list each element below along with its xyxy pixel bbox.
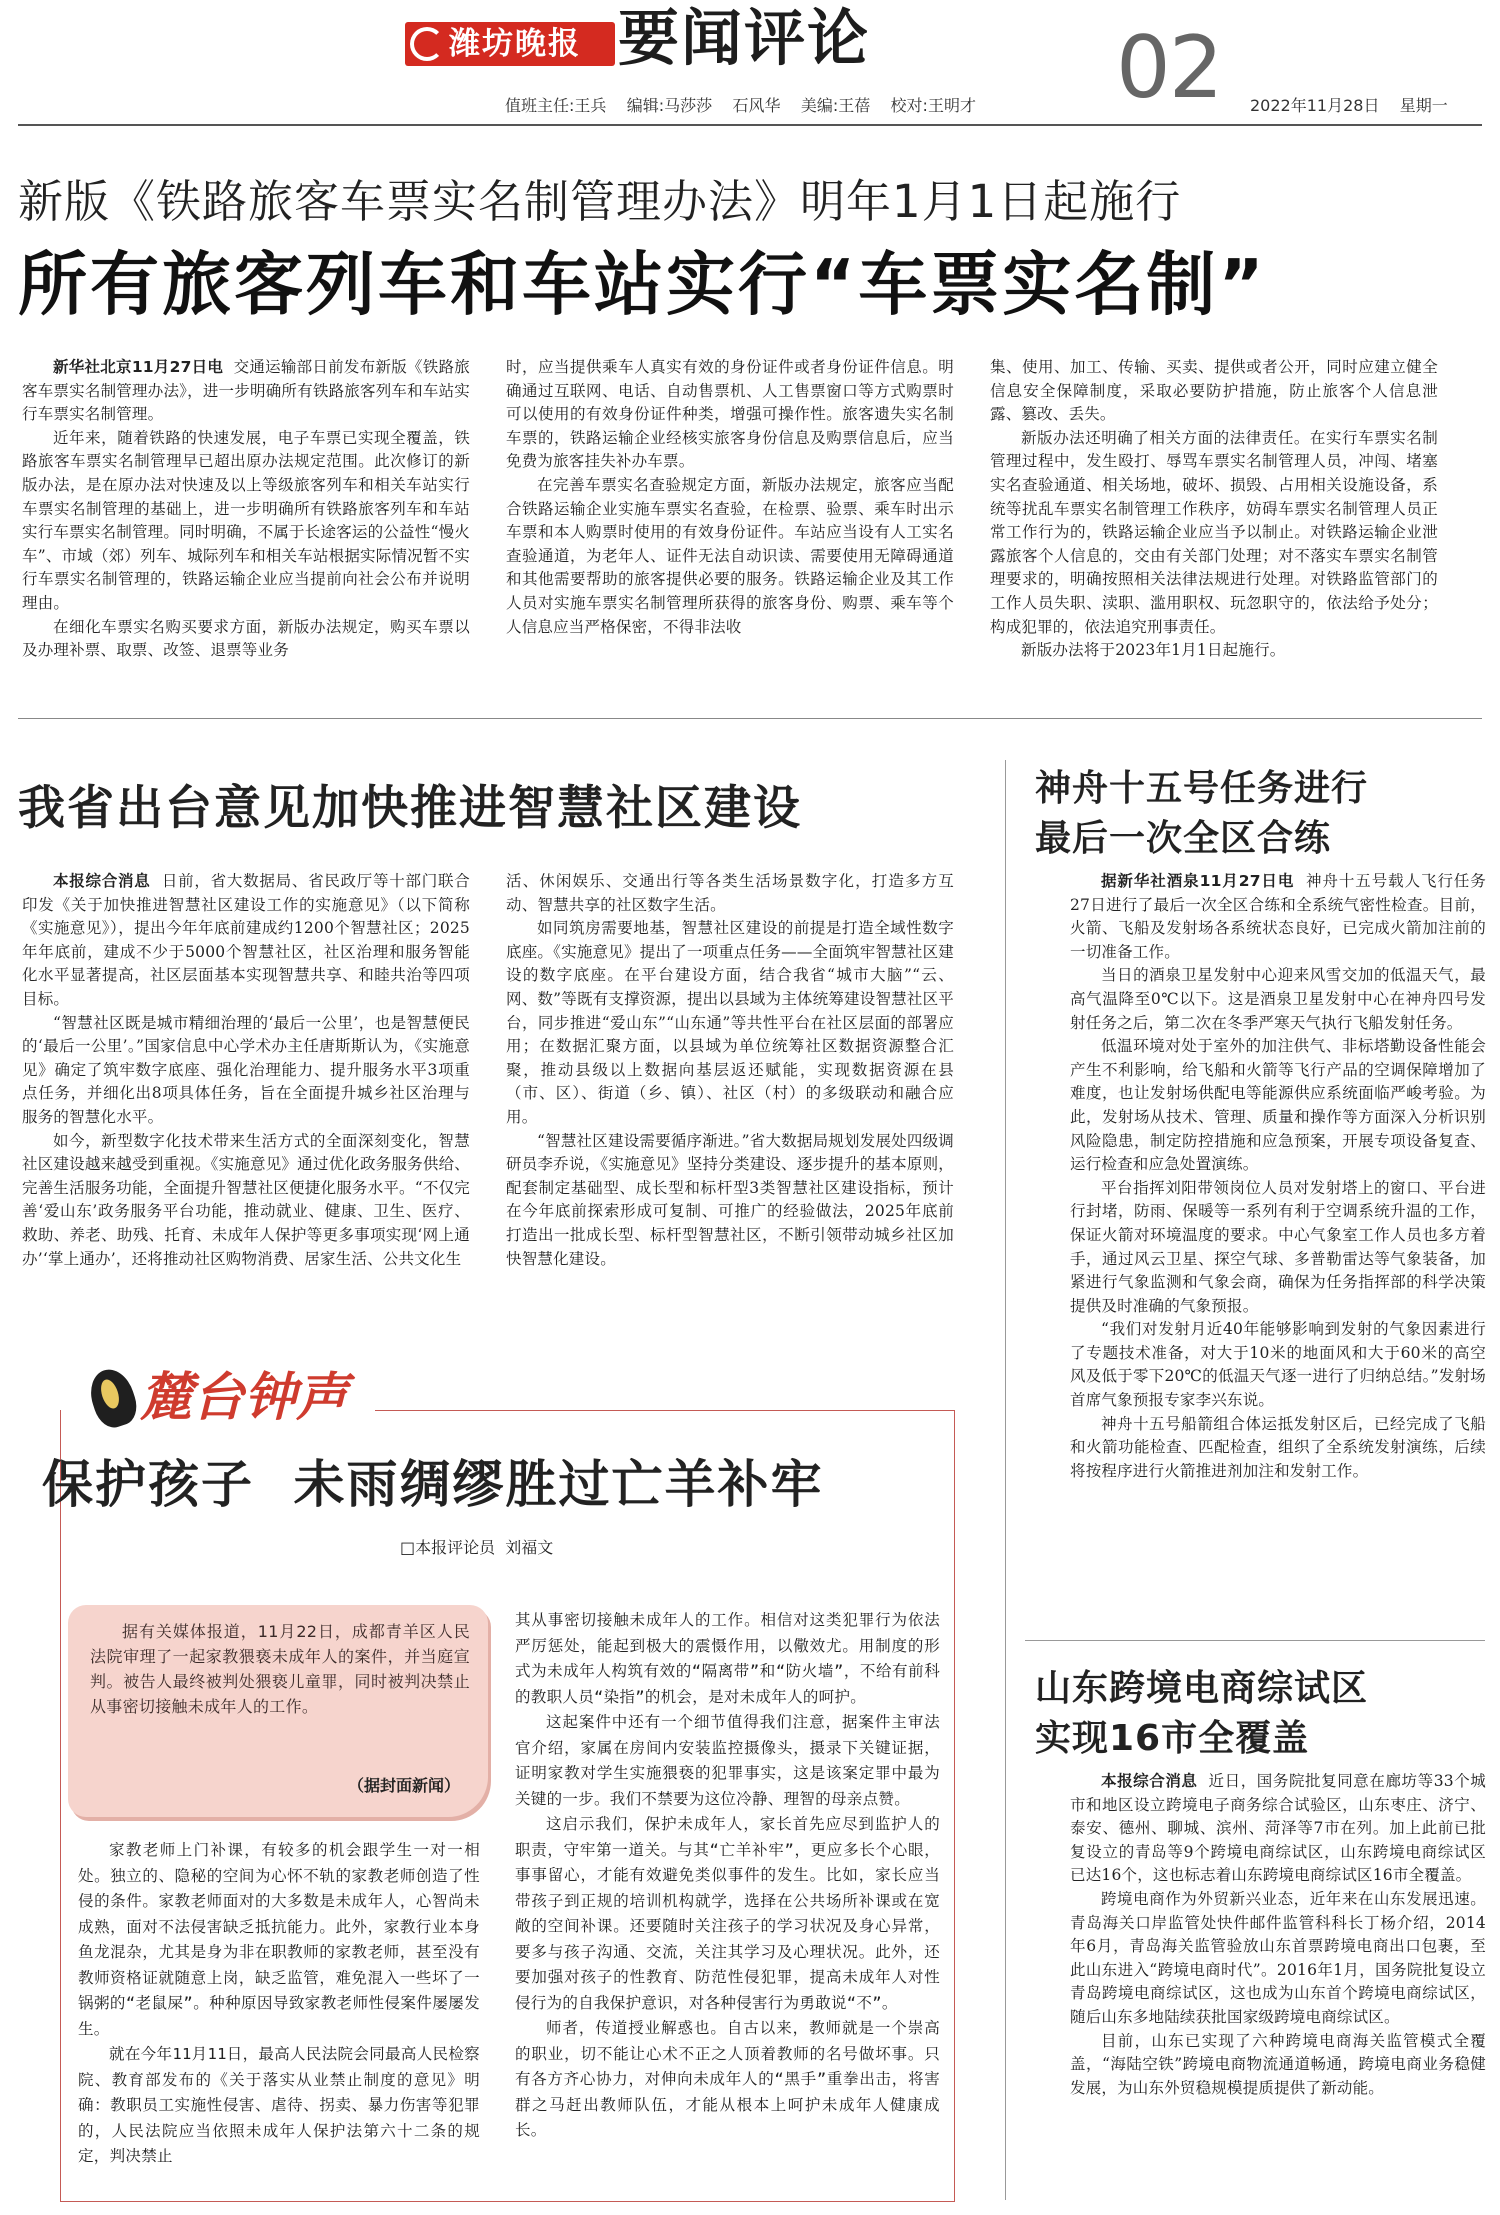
commentary-col1: [78, 1838, 480, 2198]
story-shenzhou-p2: 当日的酒泉卫星发射中心迎来风雪交加的低温天气，最高气温降至0℃以下。这是酒泉卫星发射中心在神舟四号发射任务之后，第二次在冬季严寒天气执行飞船发射任务。: [1070, 966, 1486, 1032]
page-number: 02: [1116, 18, 1222, 118]
commentary-p3: 其从事密切接触未成年人的工作。相信对这类犯罪行为依法严厉惩处，能起到极大的震慑作用，以儆效尤。用制度的形式为未成年人构筑有效的“隔离带”和“防火墙”，不给有前科的教职人员“染指”的机会，是对未成年人的呵护。: [515, 1611, 940, 1706]
story-railway-p8: 新版办法将于2023年1月1日起施行。: [1021, 641, 1286, 660]
commentary-col2: [515, 1608, 940, 2198]
story-railway-p3: 在细化车票实名购买要求方面，新版办法规定，购买车票以及办理补票、取票、改签、退票等业务: [22, 617, 470, 660]
story-smart-community-col1: [22, 870, 470, 1340]
story-smart-community-p4: 活、休闲娱乐、交通出行等各类生活场景数字化，打造多方互动、智慧共享的社区数字生活。: [506, 872, 954, 914]
dateline: 据新华社酒泉11月27日电: [1101, 872, 1295, 890]
commentary-p2: 就在今年11月11日，最高人民法院会同最高人民检察院、教育部发布的《关于落实从业禁止制度的意见》明确：教职员工实施性侵害、虐待、拐卖、暴力伤害等犯罪的，人民法院应当依照未成年人保护法第六十二条的规定，判决禁止: [78, 2045, 480, 2165]
commentary-byline: □本报评论员 刘福文: [400, 1538, 554, 1557]
section-divider: [18, 718, 1482, 719]
commentary-p1: 家教老师上门补课，有较多的机会跟学生一对一相处。独立的、隐秘的空间为心怀不轨的家教老师创造了性侵的条件。家教老师面对的大多数是未成年人，心智尚未成熟，面对不法侵害缺乏抵抗能力。此外，家教行业本身鱼龙混杂，尤其是身为非在职教师的家教老师，甚至没有教师资格证就随意上岗，缺乏监管，难免混入一些坏了一锅粥的“老鼠屎”。种种原因导致家教老师性侵案件屡屡发生。: [78, 1841, 480, 2038]
commentary-p4: 这起案件中还有一个细节值得我们注意，据案件主审法官介绍，家属在房间内安装监控摄像头，摄录下关键证据，证明家教对学生实施猥亵的犯罪事实，这是该案定罪中最为关键的一步。我们不禁要为这位冷静、理智的母亲点赞。: [515, 1713, 940, 1808]
story-shenzhou-headline-line2: 最后一次全区合练: [1035, 818, 1332, 859]
story-railway-p7: 新版办法还明确了相关方面的法律责任。在实行车票实名制管理过程中，发生殴打、辱骂车票实名制管理人员，冲闯、堵塞实名查验通道、相关场地，破坏、损毁、占用相关设施设备，系统等扰乱车票实名制管理工作秩序，妨碍车票实名制管理人员正常工作行为的，铁路运输企业应当予以制止。对铁路运输企业泄露旅客个人信息的，交由有关部门处理；对不落实车票实名制管理要求的，明确按照相关法律法规进行处理。对铁路监管部门的工作人员失职、渎职、滥用职权、玩忽职守的，依法给予处分；构成犯罪的，依法追究刑事责任。: [990, 428, 1438, 636]
story-railway-p1: [22, 356, 470, 427]
masthead-rule: [18, 124, 1482, 126]
story-cross-border-p1: [1070, 1770, 1486, 1888]
commentary-p5: 这启示我们，保护未成年人，家长首先应尽到监护人的职责，守牢第一道关。与其“亡羊补牢”，更应多长个心眼，事事留心，才能有效避免类似事件的发生。比如，家长应当带孩子到正规的培训机构就学，选择在公共场所补课或在宽敞的空间补课。还要随时关注孩子的学习状况及身心异常，要多与孩子沟通、交流，关注其学习及心理状况。此外，还要加强对孩子的性教育、防范性侵犯罪，提高未成年人对性侵行为的自我保护意识，对各种侵害行为勇敢说“不”。: [515, 1815, 940, 2012]
dateline: 新华社北京11月27日电: [53, 358, 224, 376]
text: 交通运输部日前发布新版《铁路旅客车票实名制管理办法》，进一步明确所有铁路旅客列车和车站实行车票实名制管理。: [22, 358, 470, 424]
story-cross-border-p2: 跨境电商作为外贸新兴业态，近年来在山东发展迅速。青岛海关口岸监管处快件邮件监管科科长丁杨介绍，2014年6月，青岛海关监管验放山东首票跨境电商出口包裹，至此山东进入“跨境电商时代”。2016年1月，国务院批复设立青岛跨境电商综试区，这也成为山东首个跨境电商综试区，随后山东多地陆续获批国家级跨境电商综试区。: [1070, 1889, 1486, 2026]
story-railway-headline: 所有旅客列车和车站实行“车票实名制”: [18, 245, 1267, 325]
story-shenzhou-p5: “我们对发射月近40年能够影响到发射的气象因素进行了专题技术准备，对大于10米的地面风和大于60米的高空风及低于零下20℃的低温天气逐一进行了归纳总结。”发射场首席气象预报专家李兴东说。: [1070, 1320, 1486, 1410]
story-shenzhou-p6: 神舟十五号船箭组合体运抵发射区后，已经完成了飞船和火箭功能检查、匹配检查，组织了全系统发射演练，后续将按程序进行火箭推进剂加注和发射工作。: [1070, 1414, 1486, 1480]
staff-line: 值班主任:王兵 编辑:马莎莎 石风华 美编:王蓓 校对:王明才: [505, 96, 976, 115]
story-railway-p4: 时，应当提供乘车人真实有效的身份证件或者身份证件信息。明确通过互联网、电话、自动售票机、人工售票窗口等方式购票时可以使用的有效身份证件种类，增强可操作性。旅客遗失实名制车票的，铁路运输企业经核实旅客身份信息及购票信息后，应当免费为旅客挂失补办车票。: [506, 358, 954, 471]
story-railway-kicker: 新版《铁路旅客车票实名制管理办法》明年1月1日起施行: [18, 175, 1182, 228]
commentary-logo: [92, 1365, 382, 1435]
commentary-headline: 保护孩子 未雨绸缪胜过亡羊补牢: [42, 1456, 824, 1515]
story-smart-community-col2: [506, 870, 954, 1340]
quote-text: 据有关媒体报道，11月22日，成都青羊区人民法院审理了一起家教猥亵未成年人的案件，并当庭宣判。被告人最终被判处猥亵儿童罪，同时被判决禁止从事密切接触未成年人的工作。: [90, 1622, 470, 1716]
commentary-top-rule: [375, 1410, 955, 1411]
commentary-p6: 师者，传道授业解惑也。自古以来，教师就是一个崇高的职业，切不能让心术不正之人顶着教师的名号做坏事。只有各方齐心协力，对伸向未成年人的“黑手”重拳出击，将害群之马赶出教师队伍，才能从根本上呵护未成年人健康成长。: [515, 2019, 940, 2139]
story-shenzhou-p1: [1070, 870, 1486, 964]
paper-logo-emblem-icon: [410, 27, 444, 61]
story-smart-community-p1: [22, 870, 470, 1012]
paper-logo: [405, 22, 615, 66]
story-shenzhou-headline-line1: 神舟十五号任务进行: [1035, 768, 1369, 809]
story-cross-border-headline-line2: 实现16市全覆盖: [1035, 1718, 1310, 1759]
text: 神舟十五号载人飞行任务27日进行了最后一次全区合练和全系统气密性检查。目前，火箭、飞船及发射场各系统状态良好，已完成火箭加注前的一切准备工作。: [1070, 872, 1486, 961]
story-railway-p5: 在完善车票实名查验规定方面，新版办法规定，旅客应当配合铁路运输企业实施车票实名查验，在检票、验票、乘车时出示车票和本人购票时使用的有效身份证件。车站应当设有人工实名查验通道，为老年人、证件无法自动识读、需要使用无障碍通道和其他需要帮助的旅客提供必要的服务。铁路运输企业及其工作人员对实施车票实名制管理所获得的旅客身份、购票、乘车等个人信息应当严格保密，不得非法收: [506, 475, 954, 636]
story-railway-col2: [506, 356, 954, 704]
quote-box: [68, 1605, 488, 1817]
story-cross-border-body: [1070, 1770, 1486, 2210]
section-title: 要闻评论: [618, 3, 871, 74]
issue-date: 2022年11月28日 星期一: [1250, 96, 1448, 115]
story-cross-border-p3: 目前，山东已实现了六种跨境电商海关监管模式全覆盖，“海陆空铁”跨境电商物流通道畅通，跨境电商业务稳健发展，为山东外贸稳规模提质提供了新动能。: [1070, 2031, 1486, 2097]
story-smart-community-p6: “智慧社区建设需要循序渐进。”省大数据局规划发展处四级调研员李乔说，《实施意见》坚持分类建设、逐步提升的基本原则，配套制定基础型、成长型和标杆型3类智慧社区建设指标，预计在今年底前探索形成可复制、可推广的经验做法，2025年底前打造出一批成长型、标杆型智慧社区，不断引领带动城乡社区加快智慧化建设。: [506, 1131, 954, 1268]
quote-source: （据封面新闻）: [348, 1776, 461, 1795]
story-railway-p2: 近年来，随着铁路的快速发展，电子车票已实现全覆盖，铁路旅客车票实名制管理早已超出原办法规定范围。此次修订的新版办法，是在原办法对快速及以上等级旅客列车和相关车站实行车票实名制管理的基础上，进一步明确所有铁路旅客列车和车站实行车票实名制管理。同时明确，不属于长途客运的公益性“慢火车”、市域（郊）列车、城际列车和相关车站根据实际情况暂不实行车票实名制管理的，铁路运输企业应当提前向社会公布并说明理由。: [22, 428, 470, 612]
story-shenzhou-p4: 平台指挥刘阳带领岗位人员对发射塔上的窗口、平台进行封堵，防雨、保暖等一系列有利于空调系统升温的工作，保证火箭对环境温度的要求。中心气象室工作人员也多方着手，通过风云卫星、探空气球、多普勒雷达等气象装备，加紧进行气象监测和气象会商，确保为任务指挥部的科学决策提供及时准确的气象预报。: [1070, 1178, 1486, 1315]
story-smart-community-p3: 如今，新型数字化技术带来生活方式的全面深刻变化，智慧社区建设越来越受到重视。《实施意见》通过优化政务服务供给、完善生活服务功能，全面提升智慧社区便捷化服务水平。“不仅完善‘爱山东’政务服务平台功能，推动就业、健康、卫生、医疗、救助、养老、助残、托育、未成年人保护等更多事项实现‘网上通办’‘掌上通办’，还将推动社区购物消费、居家生活、公共文化生: [22, 1131, 470, 1268]
commentary-logo-text: 麓台钟声: [140, 1367, 349, 1428]
story-railway-col3: [990, 356, 1438, 704]
dateline: 本报综合消息: [1101, 1772, 1198, 1790]
story-cross-border-headline-line1: 山东跨境电商综试区: [1035, 1668, 1369, 1709]
story-railway-col1: [22, 356, 470, 704]
text: 近日，国务院批复同意在廊坊等33个城市和地区设立跨境电子商务综合试验区，山东枣庄、济宁、泰安、德州、聊城、滨州、菏泽等7市在列。加上此前已批复设立的青岛等9个跨境电商综试区，山东跨境电商综试区已达16个，这也标志着山东跨境电商综试区16市全覆盖。: [1070, 1772, 1486, 1885]
right-divider: [1025, 1640, 1485, 1641]
paper-name: 潍坊晚报: [449, 26, 581, 62]
story-railway-p6: 集、使用、加工、传输、买卖、提供或者公开，同时应建立健全信息安全保障制度，采取必要防护措施，防止旅客个人信息泄露、篡改、丢失。: [990, 358, 1438, 424]
story-smart-community-p5: 如同筑房需要地基，智慧社区建设的前提是打造全域性数字底座。《实施意见》提出了一项重点任务——全面筑牢智慧社区建设的数字底座。在平台建设方面，结合我省“城市大脑”“云、网、数”等既有支撑资源，提出以县域为主体统筹建设智慧社区平台，同步推进“爱山东”“山东通”等共性平台在社区层面的部署应用；在数据汇聚方面，以县域为单位统筹社区数据资源整合汇聚，推动县级以上数据向基层返还赋能，实现数据资源在县（市、区）、街道（乡、镇）、社区（村）的多级联动和融合应用。: [506, 919, 954, 1126]
story-smart-community-headline: 我省出台意见加快推进智慧社区建设: [18, 781, 802, 836]
column-divider: [1005, 760, 1006, 2200]
story-shenzhou-body: [1070, 870, 1486, 1630]
story-smart-community-p2: “智慧社区既是城市精细治理的‘最后一公里’，也是智慧便民的‘最后一公里’。”国家信息中心学术办主任唐斯斯认为，《实施意见》确定了筑牢数字底座、强化治理能力、提升服务水平3项重点任务，并细化出8项具体任务，旨在全面提升城乡社区治理与服务的智慧化水平。: [22, 1013, 470, 1126]
story-shenzhou-p3: 低温环境对处于室外的加注供气、非标塔勤设备性能会产生不利影响，给飞船和火箭等飞行产品的空调保障增加了难度，也让发射场供配电等能源供应系统面临严峻考验。为此，发射场从技术、管理、质量和操作等方面深入分析识别风险隐患，制定防控措施和应急预案，开展专项设备复查、运行检查和应急处置演练。: [1070, 1037, 1486, 1174]
dateline: 本报综合消息: [53, 872, 151, 890]
text: 日前，省大数据局、省民政厅等十部门联合印发《关于加快推进智慧社区建设工作的实施意见》（以下简称《实施意见》），提出今年年底前建成约1200个智慧社区；2025年年底前，建成不少于5000个智慧社区，社区治理和服务智能化水平显著提高，社区层面基本实现智慧共享、和睦共治等四项目标。: [22, 872, 470, 1008]
